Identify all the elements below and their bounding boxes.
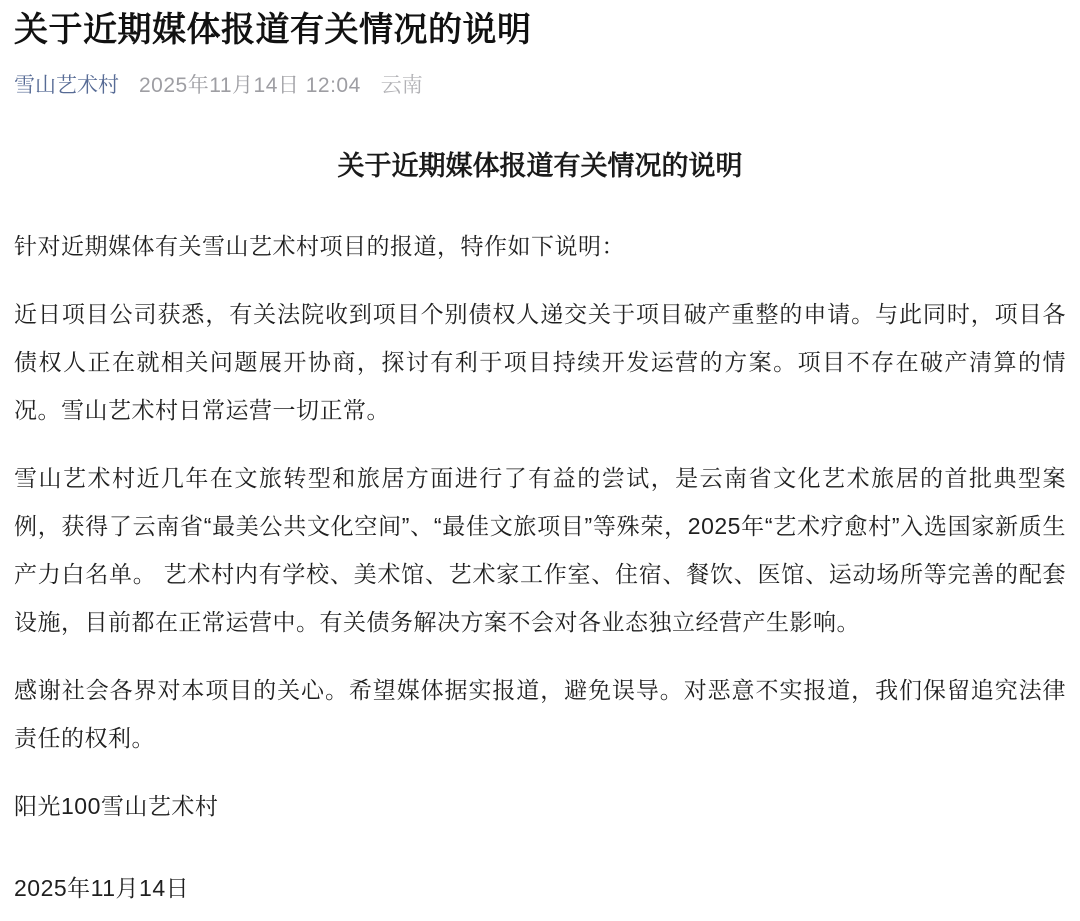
article-paragraph-achievements: 雪山艺术村近几年在文旅转型和旅居方面进行了有益的尝试，是云南省文化艺术旅居的首批典型案例，获得了云南省“最美公共文化空间”、“最佳文旅项目”等殊荣，2025年“艺术疗愈村”入选国家新质生产力白名单。 艺术村内有学校、美术馆、艺术家工作室、住宿、餐饮、医馆、运动场所等完善的配套设施，目前都在正常运营中。有关债务解决方案不会对各业态独立经营产生影响。 [14,465,1066,635]
article-paragraph-intro: 针对近期媒体有关雪山艺术村项目的报道，特作如下说明： [14,233,625,259]
account-link[interactable]: 雪山艺术村 [14,74,119,97]
publish-datetime: 2025年11月14日 12:04 [139,74,361,97]
signature: 阳光100雪山艺术村 [14,793,219,819]
signature-date: 2025年11月14日 [14,875,190,901]
article-paragraph-status: 近日项目公司获悉，有关法院收到项目个别债权人递交关于项目破产重整的申请。与此同时，项目各债权人正在就相关问题展开协商，探讨有利于项目持续开发运营的方案。项目不存在破产清算的情况。雪山艺术村日常运营一切正常。 [14,301,1066,423]
meta-row [14,72,1066,100]
article-heading: 关于近期媒体报道有关情况的说明 [337,151,743,181]
article-paragraph-thanks: 感谢社会各界对本项目的关心。希望媒体据实报道，避免误导。对恶意不实报道，我们保留追究法律责任的权利。 [14,677,1066,751]
publish-location: 云南 [380,74,423,97]
page-title: 关于近期媒体报道有关情况的说明 [14,11,532,49]
